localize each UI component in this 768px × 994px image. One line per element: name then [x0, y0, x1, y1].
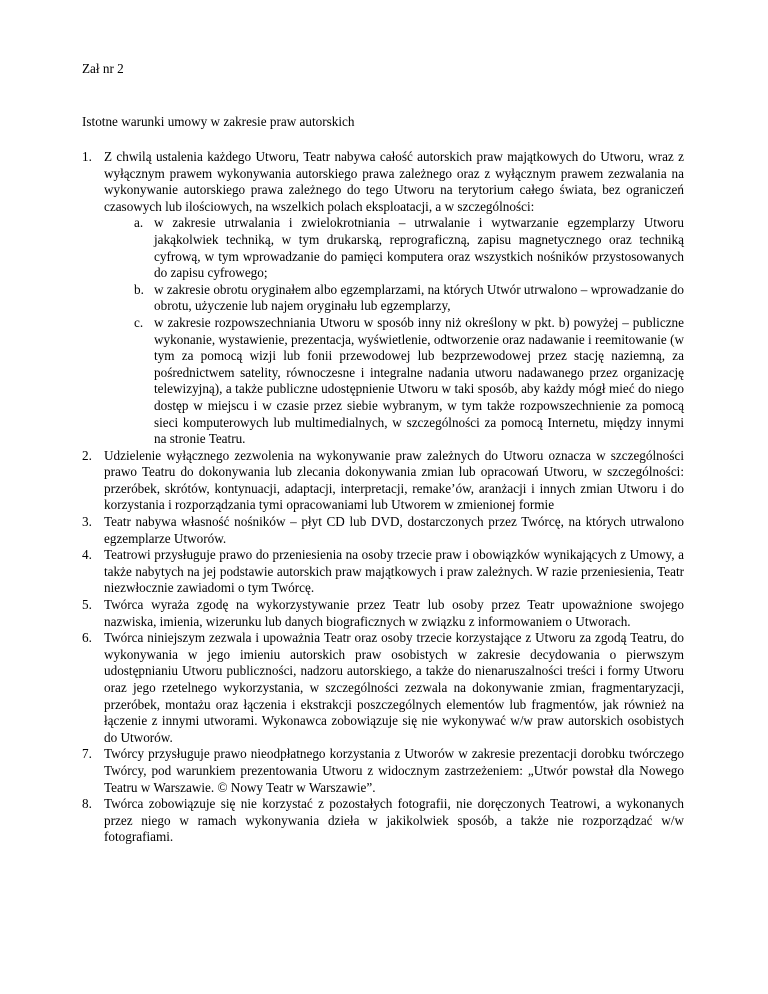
item-number: 3.	[82, 514, 92, 530]
sub-item-text: w zakresie obrotu oryginałem albo egzemplarzami, na których Utwór utrwalono – wprowadzanie do obrotu, użyczenie lub najem oryginału lub egzemplarzy,	[154, 281, 684, 314]
sub-list	[104, 215, 684, 447]
item-text: Z chwilą ustalenia każdego Utworu, Teatr nabywa całość autorskich praw majątkowych do Utworu, wraz z wyłącznym prawem wykonywania autorskiego prawa zależnego oraz z wyłącznym prawem zezwalania na wykonywanie autorskiego prawa zależnego do tego Utworu na terytorium całego świata, bez ograniczeń czasowych lub ilościowych, na wszelkich polach eksploatacji, a w szczególności:	[104, 149, 684, 214]
item-number: 8.	[82, 796, 92, 812]
list-item-5	[82, 597, 684, 630]
sub-item-c	[104, 315, 684, 448]
sub-item-text: w zakresie utrwalania i zwielokrotniania – utrwalanie i wytwarzanie egzemplarzy Utworu jakąkolwiek techniką, w tym drukarską, reprograficzną, zapisu magnetycznego oraz techniką cyfrową, w tym wprowadzanie do pamięci komputera oraz wszystkich nośników przystosowanych do zapisu cyfrowego;	[154, 215, 684, 281]
sub-item-letter: c.	[134, 314, 144, 330]
sub-item-text: w zakresie rozpowszechniania Utworu w sposób inny niż określony w pkt. b) powyżej – publiczne wykonanie, wystawienie, prezentacja, wyświetlenie, odtworzenie oraz nadawanie i reemitowanie (w tym za pomocą wizji lub fonii przewodowej lub bezprzewodowej przez stację naziemną, za pośrednictwem satelity, równoczesne i integralne nadania utworu nadawanego przez organizację telewizyjną), a także publiczne udostępnienie Utworu w taki sposób, aby każdy mógł mieć do niego dostęp w miejscu i w czasie przez siebie wybranym, w tym także rozpowszechnienie za pomocą sieci komputerowych lub multimedialnych, w szczególności za pomocą Internetu, między innymi na stronie Teatru.	[154, 314, 684, 447]
terms-list	[82, 149, 684, 846]
sub-item-letter: a.	[134, 215, 144, 231]
item-text: Teatr nabywa własność nośników – płyt CD lub DVD, dostarczonych przez Twórcę, na których utrwalono egzemplarze Utworów.	[104, 514, 684, 546]
item-number: 2.	[82, 447, 92, 463]
item-text: Udzielenie wyłącznego zezwolenia na wykonywanie praw zależnych do Utworu oznacza w szczególności prawo Teatru do dokonywania lub zlecania dokonywania zmian lub opracowań Utworu, w szczególności: przeróbek, skrótów, kontynuacji, adaptacji, interpretacji, remake’ów, aranżacji i innych zmian Utworu i do korzystania i rozporządzania tymi opracowaniami lub Utworem w zmienionej formie	[104, 447, 684, 513]
item-number: 1.	[82, 149, 92, 164]
item-text: Twórca niniejszym zezwala i upoważnia Teatr oraz osoby trzecie korzystające z Utworu za zgodą Teatru, do wykonywania w jego imieniu autorskich praw osobistych w zakresie decydowania o pierwszym udostępnianiu Utworu publiczności, nadzoru autorskiego, a także do nienaruszalności treści i formy Utworu oraz jego rzetelnego wykorzystania, w szczególności zezwala na dokonywanie zmian, fragmentaryzacji, przeróbek, montażu oraz łączenia i ekstrakcji poszczególnych elementów lub fragmentów, jak również na łączenie z innymi utworami. Wykonawca zobowiązuje się nie wykonywać w/w praw autorskich osobistych do Utworów.	[104, 630, 684, 745]
sub-item-b	[104, 282, 684, 315]
sub-item-a	[104, 215, 684, 281]
list-item-4	[82, 547, 684, 597]
item-number: 7.	[82, 746, 92, 762]
item-number: 5.	[82, 597, 92, 613]
item-number: 4.	[82, 547, 92, 563]
list-item-8	[82, 796, 684, 846]
list-item-7	[82, 746, 684, 796]
item-number: 6.	[82, 630, 92, 646]
item-text: Teatrowi przysługuje prawo do przeniesienia na osoby trzecie praw i obowiązków wynikających z Umowy, a także nabytych na jej podstawie autorskich praw majątkowych i praw zależnych. W razie przeniesienia, Teatr niezwłocznie zawiadomi o tym Twórcę.	[104, 547, 684, 596]
item-text: Twórca zobowiązuje się nie korzystać z pozostałych fotografii, nie doręczonych Teatrowi, a wykonanych przez niego w ramach wykonywania dzieła w jakikolwiek sposób, a także nie rozporządzać w/w fotografiami.	[104, 796, 684, 845]
list-item-6	[82, 630, 684, 746]
list-item-2	[82, 448, 684, 514]
annex-label: Zał nr 2	[82, 61, 124, 76]
document-title: Istotne warunki umowy w zakresie praw autorskich	[82, 114, 355, 129]
item-text: Twórca wyraża zgodę na wykorzystywanie przez Teatr lub osoby przez Teatr upoważnione swojego nazwiska, imienia, wizerunku lub danych biograficznych w związku z informowaniem o Utworach.	[104, 597, 684, 629]
list-item-3	[82, 514, 684, 547]
list-item-1	[82, 149, 684, 448]
item-text: Twórcy przysługuje prawo nieodpłatnego korzystania z Utworów w zakresie prezentacji dorobku twórczego Twórcy, pod warunkiem prezentowania Utworu z widocznym zastrzeżeniem: „Utwór powstał dla Nowego Teatru w Warszawie. © Nowy Teatr w Warszawie”.	[104, 746, 684, 795]
sub-item-letter: b.	[134, 281, 144, 297]
